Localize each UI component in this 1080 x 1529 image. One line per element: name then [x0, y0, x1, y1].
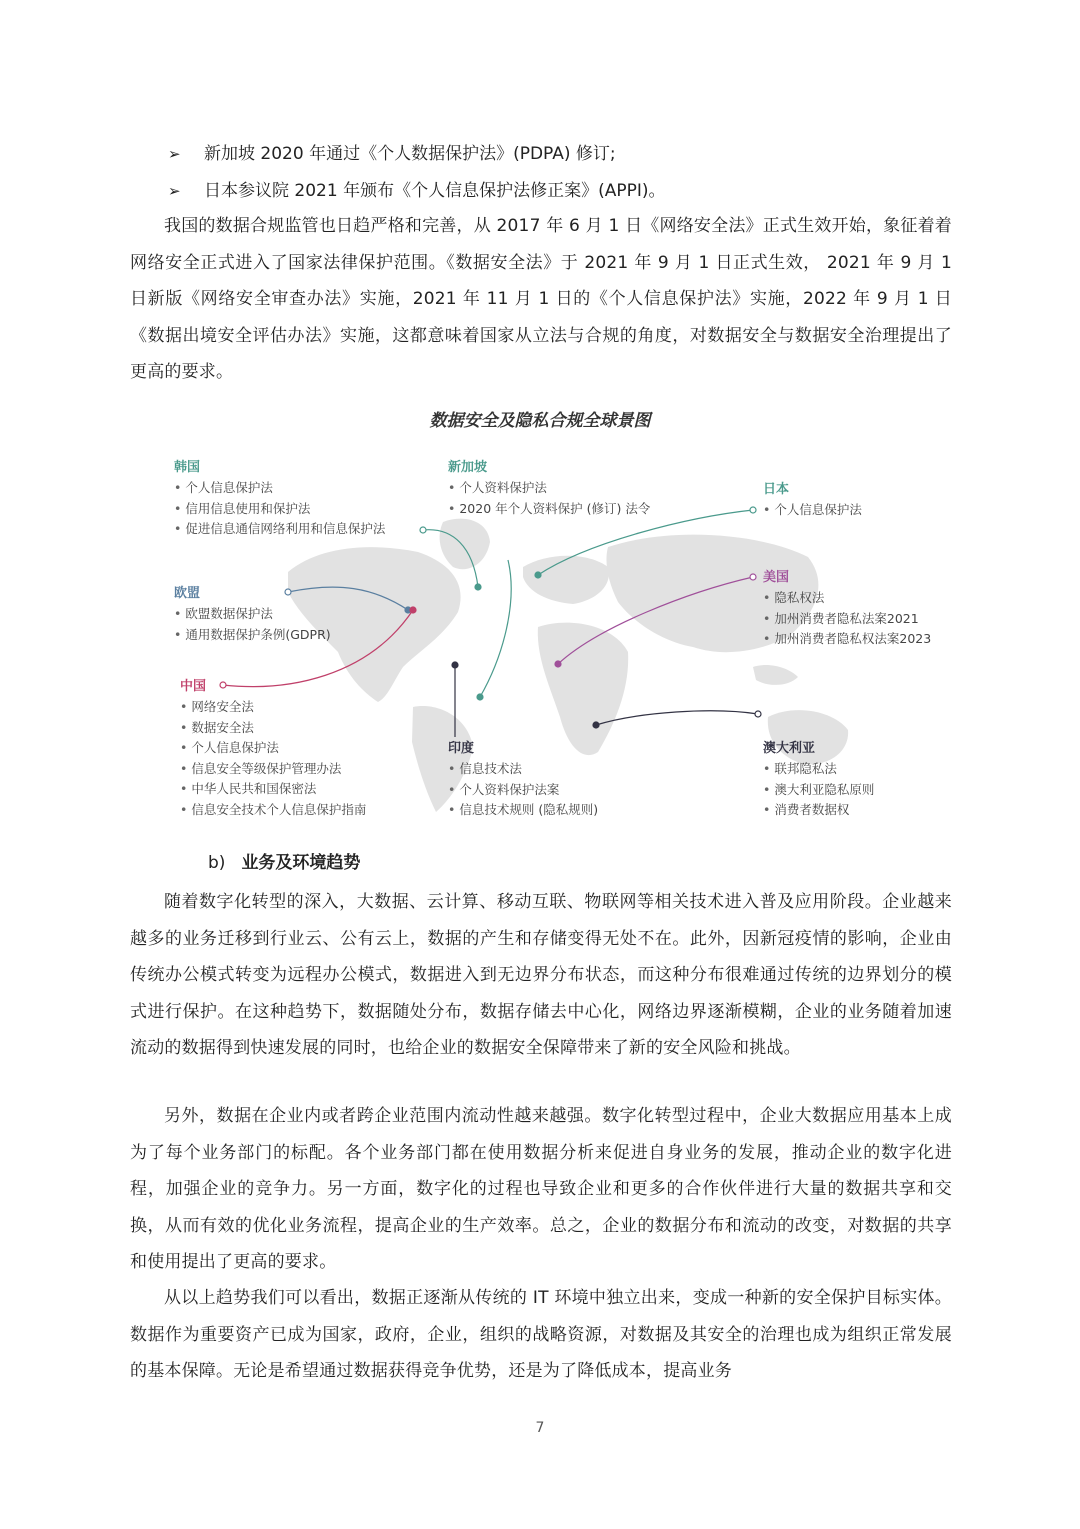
law-item: • 个人信息保护法: [174, 478, 385, 499]
section-heading: [208, 848, 360, 873]
law-item: • 个人信息保护法: [763, 500, 862, 521]
paragraph: 另外，数据在企业内或者跨企业范围内流动性越来越强。数字化转型过程中，企业大数据应用基本上成为了每个业务部门的标配。各个业务部门都在使用数据分析来促进自身业务的发展，推动企业的数字化进程，加强企业的竞争力。另一方面，数字化的过程也导致企业和更多的合作伙伴进行大量的数据共享和交换，从而有效的优化业务流程，提高企业的生产效率。总之，企业的数据分布和流动的改变，对数据的共享和使用提出了更高的要求。: [130, 1106, 952, 1272]
law-item: • 促进信息通信网络利用和信息保护法: [174, 519, 385, 540]
page-number: 7: [535, 1420, 545, 1436]
region-japan: [763, 480, 862, 521]
law-item: • 个人资料保护法案: [448, 780, 598, 801]
law-item: • 隐私权法: [763, 588, 931, 609]
law-item: • 欧盟数据保护法: [174, 604, 331, 625]
arrow-bullet-icon: ➢: [168, 145, 181, 163]
law-item: • 个人信息保护法: [180, 738, 366, 759]
paragraph: 我国的数据合规监管也日趋严格和完善，从 2017 年 6 月 1 日《网络安全法》正式生效开始，象征着着网络安全正式进入了国家法律保护范围。《数据安全法》于 2021 年 9 月 1 日正式生效， 2021 年 9 月 1 日新版《网络安全审查办法》实施，2021 年 11 月 1 日的《个人信息保护法》实施，2022 年 9 月 1 日《数据出境安全评估办法》实施，这都意味着国家从立法与合规的角度，对数据安全与数据安全治理提出了更高的要求。: [130, 216, 952, 382]
law-item: • 信息技术规则 (隐私规则): [448, 800, 598, 821]
region-name: 新加坡: [448, 460, 488, 475]
region-china: [180, 677, 366, 820]
law-item: • 澳大利亚隐私原则: [763, 780, 874, 801]
region-name: 韩国: [174, 460, 201, 475]
law-item: • 2020 年个人资料保护 (修订) 法令: [448, 499, 650, 520]
region-name: 欧盟: [174, 586, 201, 601]
region-name: 美国: [763, 570, 790, 585]
law-item: • 加州消费者隐私法案2021: [763, 609, 931, 630]
law-item: • 加州消费者隐私权法案2023: [763, 629, 931, 650]
bullet-item: ➢ 日本参议院 2021 年颁布《个人信息保护法修正案》(APPI)。: [168, 181, 666, 201]
region-australia: [763, 739, 874, 821]
paragraph: 从以上趋势我们可以看出，数据正逐渐从传统的 IT 环境中独立出来，变成一种新的安全保护目标实体。数据作为重要资产已成为国家，政府，企业，组织的战略资源，对数据及其安全的治理也成为组织正常发展的基本保障。无论是希望通过数据获得竞争优势，还是为了降低成本，提高业务: [130, 1288, 952, 1381]
law-item: • 通用数据保护条例(GDPR): [174, 625, 331, 646]
bullet-item: ➢ 新加坡 2020 年通过《个人数据保护法》(PDPA) 修订;: [168, 144, 616, 164]
law-item: • 个人资料保护法: [448, 478, 650, 499]
law-item: • 信息安全等级保护管理办法: [180, 759, 366, 780]
region-usa: [763, 568, 931, 650]
law-item: • 信息技术法: [448, 759, 598, 780]
law-item: • 联邦隐私法: [763, 759, 874, 780]
law-item: • 消费者数据权: [763, 800, 874, 821]
paragraph: 随着数字化转型的深入，大数据、云计算、移动互联、物联网等相关技术进入普及应用阶段。企业越来越多的业务迁移到行业云、公有云上，数据的产生和存储变得无处不在。此外，因新冠疫情的影响，企业由传统办公模式转变为远程办公模式，数据进入到无边界分布状态，而这种分布很难通过传统的边界划分的模式进行保护。在这种趋势下，数据随处分布，数据存储去中心化，网络边界逐渐模糊，企业的业务随着加速流动的数据得到快速发展的同时，也给企业的数据安全保障带来了新的安全风险和挑战。: [130, 892, 952, 1058]
law-item: • 数据安全法: [180, 718, 366, 739]
law-item: • 网络安全法: [180, 697, 366, 718]
section-index: b): [208, 853, 226, 873]
law-item: • 信用信息使用和保护法: [174, 499, 385, 520]
region-name: 中国: [180, 679, 207, 694]
region-korea: [174, 458, 385, 540]
region-name: 印度: [448, 741, 475, 756]
region-singapore: [448, 458, 650, 519]
figure-title: 数据安全及隐私合规全球景图: [429, 411, 651, 431]
law-item: • 中华人民共和国保密法: [180, 779, 366, 800]
law-item: • 信息安全技术个人信息保护指南: [180, 800, 366, 821]
region-name: 澳大利亚: [763, 741, 816, 756]
region-name: 日本: [763, 482, 790, 497]
region-india: [448, 739, 598, 821]
section-title: 业务及环境趋势: [241, 853, 361, 873]
region-eu: [174, 584, 331, 645]
world-map-figure: [168, 452, 958, 832]
arrow-bullet-icon: ➢: [168, 182, 181, 200]
